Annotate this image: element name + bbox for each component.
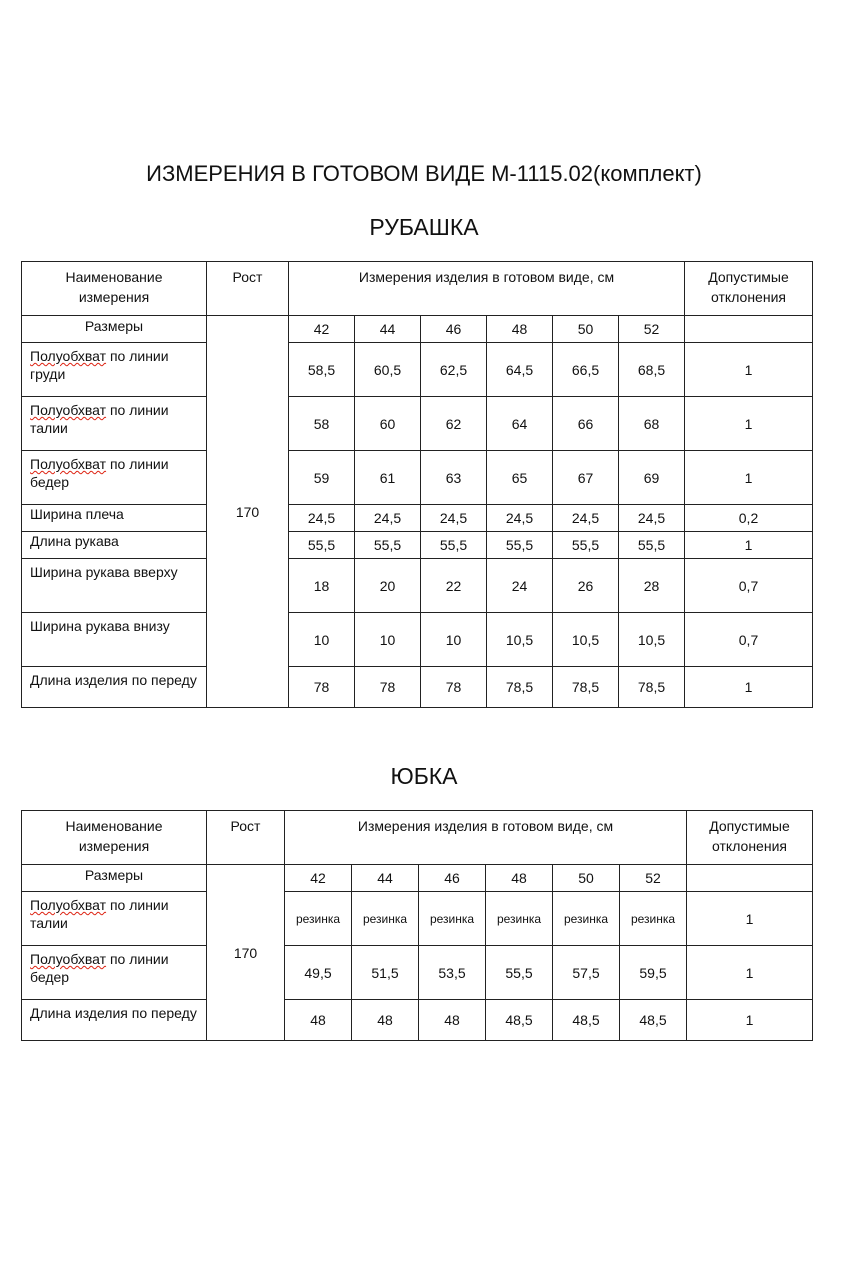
shirt-section-title: РУБАШКА bbox=[369, 214, 479, 240]
value-cell: резинка bbox=[285, 892, 352, 946]
tolerance-cell: 1 bbox=[687, 1000, 813, 1041]
value-cell: 10 bbox=[289, 613, 355, 667]
row-name: Полуобхват по линии груди bbox=[22, 343, 207, 397]
value-cell: 20 bbox=[355, 559, 421, 613]
row-name: Длина изделия по переду bbox=[22, 1000, 207, 1041]
value-cell: резинка bbox=[620, 892, 687, 946]
value-cell: 18 bbox=[289, 559, 355, 613]
tolerance-cell: 1 bbox=[685, 532, 813, 559]
value-cell: резинка bbox=[352, 892, 419, 946]
value-cell: 62,5 bbox=[421, 343, 487, 397]
size-cell: 50 bbox=[553, 865, 620, 892]
value-cell: 68 bbox=[619, 397, 685, 451]
skirt-measurements-table bbox=[21, 810, 813, 1041]
page-title: ИЗМЕРЕНИЯ В ГОТОВОМ ВИДЕ М-1115.02(комплект) bbox=[146, 161, 702, 186]
value-cell: резинка bbox=[419, 892, 486, 946]
value-cell: 69 bbox=[619, 451, 685, 505]
sizes-label: Размеры bbox=[22, 316, 207, 343]
value-cell: 55,5 bbox=[421, 532, 487, 559]
value-cell: 10,5 bbox=[553, 613, 619, 667]
value-cell: 48,5 bbox=[553, 1000, 620, 1041]
size-cell: 42 bbox=[289, 316, 355, 343]
tolerance-cell: 0,7 bbox=[685, 613, 813, 667]
value-cell: 48,5 bbox=[620, 1000, 687, 1041]
value-cell: 10 bbox=[421, 613, 487, 667]
skirt-section-title: ЮБКА bbox=[390, 763, 458, 789]
header-tolerance: Допустимые отклонения bbox=[687, 811, 813, 865]
value-cell: 10,5 bbox=[619, 613, 685, 667]
value-cell: 61 bbox=[355, 451, 421, 505]
size-cell: 46 bbox=[421, 316, 487, 343]
value-cell: 60,5 bbox=[355, 343, 421, 397]
header-rost: Рост bbox=[207, 262, 289, 316]
tolerance-cell: 0,2 bbox=[685, 505, 813, 532]
value-cell: 65 bbox=[487, 451, 553, 505]
tolerance-cell: 0,7 bbox=[685, 559, 813, 613]
value-cell: 78,5 bbox=[619, 667, 685, 708]
value-cell: 58 bbox=[289, 397, 355, 451]
table-row bbox=[22, 397, 813, 451]
value-cell: 58,5 bbox=[289, 343, 355, 397]
header-measure: Измерения изделия в готовом виде, см bbox=[289, 262, 685, 316]
sizes-row bbox=[22, 865, 813, 892]
rost-value: 170 bbox=[207, 316, 289, 708]
value-cell: 64,5 bbox=[487, 343, 553, 397]
value-cell: 28 bbox=[619, 559, 685, 613]
value-cell: 55,5 bbox=[486, 946, 553, 1000]
row-name: Полуобхват по линии бедер bbox=[22, 946, 207, 1000]
table-row bbox=[22, 946, 813, 1000]
table-row bbox=[22, 1000, 813, 1041]
size-cell: 50 bbox=[553, 316, 619, 343]
size-cell: 46 bbox=[419, 865, 486, 892]
value-cell: 26 bbox=[553, 559, 619, 613]
size-cell: 42 bbox=[285, 865, 352, 892]
value-cell: 68,5 bbox=[619, 343, 685, 397]
sizes-label: Размеры bbox=[22, 865, 207, 892]
row-name: Ширина рукава вверху bbox=[22, 559, 207, 613]
value-cell: 51,5 bbox=[352, 946, 419, 1000]
value-cell: 78 bbox=[289, 667, 355, 708]
value-cell: 24,5 bbox=[487, 505, 553, 532]
value-cell: 22 bbox=[421, 559, 487, 613]
size-cell: 48 bbox=[487, 316, 553, 343]
value-cell: 55,5 bbox=[487, 532, 553, 559]
value-cell: 78 bbox=[355, 667, 421, 708]
value-cell: 10 bbox=[355, 613, 421, 667]
value-cell: резинка bbox=[486, 892, 553, 946]
sizes-row bbox=[22, 316, 813, 343]
table-row bbox=[22, 532, 813, 559]
value-cell: 48 bbox=[419, 1000, 486, 1041]
header-rost: Рост bbox=[207, 811, 285, 865]
row-name: Полуобхват по линии бедер bbox=[22, 451, 207, 505]
row-name: Полуобхват по линии талии bbox=[22, 892, 207, 946]
tolerance-cell: 1 bbox=[687, 946, 813, 1000]
value-cell: 78,5 bbox=[487, 667, 553, 708]
value-cell: 66,5 bbox=[553, 343, 619, 397]
header-name: Наименование измерения bbox=[22, 811, 207, 865]
value-cell: 55,5 bbox=[355, 532, 421, 559]
value-cell: 62 bbox=[421, 397, 487, 451]
tolerance-blank bbox=[687, 865, 813, 892]
value-cell: 24,5 bbox=[355, 505, 421, 532]
value-cell: 55,5 bbox=[289, 532, 355, 559]
value-cell: 55,5 bbox=[553, 532, 619, 559]
size-cell: 44 bbox=[355, 316, 421, 343]
value-cell: 24,5 bbox=[553, 505, 619, 532]
tolerance-cell: 1 bbox=[685, 667, 813, 708]
rost-value: 170 bbox=[207, 865, 285, 1041]
size-cell: 52 bbox=[619, 316, 685, 343]
table-row bbox=[22, 559, 813, 613]
row-name: Полуобхват по линии талии bbox=[22, 397, 207, 451]
value-cell: 10,5 bbox=[487, 613, 553, 667]
row-name: Ширина плеча bbox=[22, 505, 207, 532]
value-cell: 24,5 bbox=[619, 505, 685, 532]
value-cell: 66 bbox=[553, 397, 619, 451]
size-cell: 52 bbox=[620, 865, 687, 892]
value-cell: 55,5 bbox=[619, 532, 685, 559]
header-measure: Измерения изделия в готовом виде, см bbox=[285, 811, 687, 865]
value-cell: 78 bbox=[421, 667, 487, 708]
value-cell: 48 bbox=[285, 1000, 352, 1041]
value-cell: 78,5 bbox=[553, 667, 619, 708]
value-cell: 67 bbox=[553, 451, 619, 505]
row-name: Ширина рукава внизу bbox=[22, 613, 207, 667]
value-cell: 24,5 bbox=[421, 505, 487, 532]
table-row bbox=[22, 505, 813, 532]
value-cell: 59,5 bbox=[620, 946, 687, 1000]
value-cell: 49,5 bbox=[285, 946, 352, 1000]
value-cell: 57,5 bbox=[553, 946, 620, 1000]
shirt-measurements-table bbox=[21, 261, 813, 708]
size-cell: 48 bbox=[486, 865, 553, 892]
value-cell: 48,5 bbox=[486, 1000, 553, 1041]
value-cell: 59 bbox=[289, 451, 355, 505]
value-cell: 60 bbox=[355, 397, 421, 451]
tolerance-cell: 1 bbox=[685, 397, 813, 451]
tolerance-cell: 1 bbox=[685, 343, 813, 397]
value-cell: 24 bbox=[487, 559, 553, 613]
row-name: Длина рукава bbox=[22, 532, 207, 559]
table-row bbox=[22, 613, 813, 667]
table-row bbox=[22, 892, 813, 946]
size-cell: 44 bbox=[352, 865, 419, 892]
value-cell: резинка bbox=[553, 892, 620, 946]
value-cell: 24,5 bbox=[289, 505, 355, 532]
value-cell: 48 bbox=[352, 1000, 419, 1041]
row-name: Длина изделия по переду bbox=[22, 667, 207, 708]
tolerance-blank bbox=[685, 316, 813, 343]
value-cell: 64 bbox=[487, 397, 553, 451]
header-tolerance: Допустимые отклонения bbox=[685, 262, 813, 316]
header-name: Наименование измерения bbox=[22, 262, 207, 316]
value-cell: 63 bbox=[421, 451, 487, 505]
table-row bbox=[22, 667, 813, 708]
tolerance-cell: 1 bbox=[685, 451, 813, 505]
value-cell: 53,5 bbox=[419, 946, 486, 1000]
tolerance-cell: 1 bbox=[687, 892, 813, 946]
table-row bbox=[22, 343, 813, 397]
table-row bbox=[22, 451, 813, 505]
